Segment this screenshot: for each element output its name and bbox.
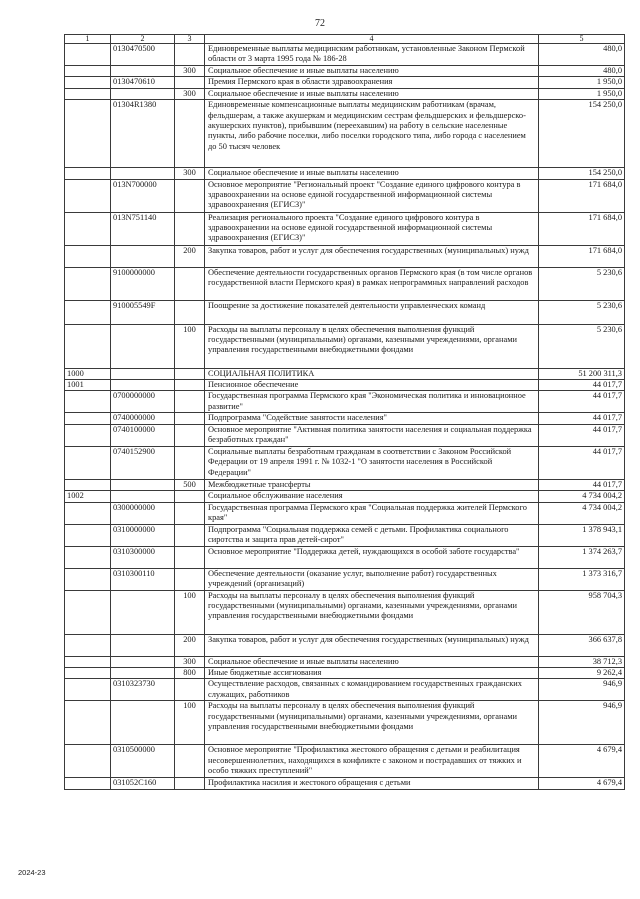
description-cell: Закупка товаров, работ и услуг для обеспечения государственных (муниципальных) нужд xyxy=(205,634,539,656)
section-code-cell xyxy=(65,479,111,490)
expense-type-cell: 500 xyxy=(175,479,205,490)
section-code-cell xyxy=(65,100,111,168)
section-code-cell xyxy=(65,391,111,413)
section-code-cell xyxy=(65,300,111,324)
target-code-cell: 0130470610 xyxy=(111,77,175,88)
expense-type-cell xyxy=(175,391,205,413)
amount-cell: 4 679,4 xyxy=(539,778,625,789)
target-code-cell xyxy=(111,368,175,379)
description-cell: Основное мероприятие "Профилактика жестокого обращения с детьми и реабилитация несовершеннолетних, находящихся в конфликте с законом и пострадавших от тяжких и особо тяжких преступлений" xyxy=(205,745,539,778)
section-code-cell xyxy=(65,212,111,245)
expense-type-cell xyxy=(175,502,205,524)
description-cell: Основное мероприятие "Поддержка детей, нуждающихся в особой заботе государства" xyxy=(205,546,539,568)
expense-type-cell xyxy=(175,546,205,568)
expense-type-cell xyxy=(175,380,205,391)
description-cell: Подпрограмма "Социальная поддержка семей с детьми. Профилактика социального сиротства и защита прав детей-сирот" xyxy=(205,524,539,546)
section-code-cell xyxy=(65,88,111,99)
description-cell: Единовременные компенсационные выплаты медицинским работникам (врачам, фельдшерам, а также акушеркам и медицинским сестрам фельдшерских и фельдшерско-акушерских пунктов), прибывшим (переехавшим) на работу в сельские населенные пункты, либо рабочие поселки, либо поселки городского типа, либо города с населением до 50 тысяч человек xyxy=(205,100,539,168)
target-code-cell xyxy=(111,168,175,179)
target-code-cell xyxy=(111,668,175,679)
table-row xyxy=(65,300,625,324)
section-code-cell xyxy=(65,668,111,679)
amount-cell: 5 230,6 xyxy=(539,267,625,300)
description-cell: Межбюджетные трансферты xyxy=(205,479,539,490)
description-cell: Расходы на выплаты персоналу в целях обеспечения выполнения функций государственными (муниципальными) органами, казенными учреждениями, органами управления государственными внебюджетными фондами xyxy=(205,701,539,745)
expense-type-cell: 300 xyxy=(175,656,205,667)
target-code-cell xyxy=(111,634,175,656)
table-row xyxy=(65,212,625,245)
amount-cell: 9 262,4 xyxy=(539,668,625,679)
amount-cell: 5 230,6 xyxy=(539,324,625,368)
table-row xyxy=(65,491,625,502)
section-code-cell xyxy=(65,267,111,300)
table-row xyxy=(65,634,625,656)
section-code-cell xyxy=(65,745,111,778)
description-cell: Основное мероприятие "Региональный проект "Создание единого цифрового контура в здравоохранении на основе единой государственной информационной системы здравоохранения (ЕГИСЗ)" xyxy=(205,179,539,212)
section-code-cell: 1001 xyxy=(65,380,111,391)
description-cell: Реализация регионального проекта "Создание единого цифрового контура в здравоохранении на основе единой государственной информационной системы здравоохранения (ЕГИСЗ)" xyxy=(205,212,539,245)
description-cell: Социальное обслуживание населения xyxy=(205,491,539,502)
section-code-cell xyxy=(65,778,111,789)
expense-type-cell xyxy=(175,100,205,168)
section-code-cell xyxy=(65,424,111,446)
section-code-cell: 1000 xyxy=(65,368,111,379)
target-code-cell: 0740152900 xyxy=(111,446,175,479)
page-number: 72 xyxy=(315,18,325,29)
section-code-cell xyxy=(65,656,111,667)
expense-type-cell xyxy=(175,267,205,300)
description-cell: Социальное обеспечение и иные выплаты населению xyxy=(205,168,539,179)
header-cell: 4 xyxy=(205,35,539,44)
description-cell: Государственная программа Пермского края "Экономическая политика и инновационное развитие" xyxy=(205,391,539,413)
description-cell: Обеспечение деятельности (оказание услуг, выполнение работ) государственных учреждений (организаций) xyxy=(205,568,539,590)
table-row xyxy=(65,324,625,368)
expense-type-cell xyxy=(175,424,205,446)
amount-cell: 1 950,0 xyxy=(539,88,625,99)
target-code-cell: 01304R1380 xyxy=(111,100,175,168)
expense-type-cell: 100 xyxy=(175,701,205,745)
description-cell: Закупка товаров, работ и услуг для обеспечения государственных (муниципальных) нужд xyxy=(205,245,539,267)
budget-table-body xyxy=(65,35,625,790)
expense-type-cell: 200 xyxy=(175,634,205,656)
section-code-cell xyxy=(65,546,111,568)
section-code-cell xyxy=(65,413,111,424)
expense-type-cell: 300 xyxy=(175,168,205,179)
expense-type-cell xyxy=(175,446,205,479)
header-cell: 1 xyxy=(65,35,111,44)
table-row xyxy=(65,44,625,66)
expense-type-cell xyxy=(175,368,205,379)
description-cell: Расходы на выплаты персоналу в целях обеспечения выполнения функций государственными (муниципальными) органами, казенными учреждениями, органами управления государственными внебюджетными фондами xyxy=(205,324,539,368)
table-row xyxy=(65,66,625,77)
section-code-cell xyxy=(65,590,111,634)
table-row xyxy=(65,368,625,379)
table-row xyxy=(65,77,625,88)
description-cell: Поощрение за достижение показателей деятельности управленческих команд xyxy=(205,300,539,324)
target-code-cell: 0310323730 xyxy=(111,679,175,701)
target-code-cell: 0310300110 xyxy=(111,568,175,590)
amount-cell: 1 950,0 xyxy=(539,77,625,88)
target-code-cell xyxy=(111,324,175,368)
amount-cell: 44 017,7 xyxy=(539,446,625,479)
table-row xyxy=(65,590,625,634)
description-cell: Основное мероприятие "Активная политика занятости населения и социальная поддержка безработных граждан" xyxy=(205,424,539,446)
target-code-cell xyxy=(111,701,175,745)
expense-type-cell: 300 xyxy=(175,88,205,99)
table-row xyxy=(65,179,625,212)
target-code-cell: 013N700000 xyxy=(111,179,175,212)
description-cell: СОЦИАЛЬНАЯ ПОЛИТИКА xyxy=(205,368,539,379)
table-row xyxy=(65,413,625,424)
amount-cell: 480,0 xyxy=(539,66,625,77)
amount-cell: 171 684,0 xyxy=(539,245,625,267)
table-row xyxy=(65,668,625,679)
expense-type-cell xyxy=(175,413,205,424)
amount-cell: 171 684,0 xyxy=(539,179,625,212)
amount-cell: 154 250,0 xyxy=(539,100,625,168)
table-row xyxy=(65,656,625,667)
amount-cell: 51 200 311,3 xyxy=(539,368,625,379)
target-code-cell: 0310000000 xyxy=(111,524,175,546)
target-code-cell xyxy=(111,88,175,99)
section-code-cell xyxy=(65,77,111,88)
amount-cell: 44 017,7 xyxy=(539,413,625,424)
amount-cell: 4 734 004,2 xyxy=(539,502,625,524)
amount-cell: 366 637,8 xyxy=(539,634,625,656)
section-code-cell xyxy=(65,701,111,745)
expense-type-cell xyxy=(175,212,205,245)
header-cell: 5 xyxy=(539,35,625,44)
section-code-cell xyxy=(65,245,111,267)
description-cell: Социальные выплаты безработным гражданам в соответствии с Законом Российской Федерации от 19 апреля 1991 г. № 1032-1 "О занятости населения в Российской Федерации" xyxy=(205,446,539,479)
table-row xyxy=(65,479,625,490)
table-row xyxy=(65,568,625,590)
amount-cell: 44 017,7 xyxy=(539,380,625,391)
section-code-cell xyxy=(65,634,111,656)
target-code-cell xyxy=(111,479,175,490)
target-code-cell: 031052С160 xyxy=(111,778,175,789)
table-row xyxy=(65,502,625,524)
target-code-cell xyxy=(111,66,175,77)
table-row xyxy=(65,88,625,99)
target-code-cell xyxy=(111,380,175,391)
amount-cell: 38 712,3 xyxy=(539,656,625,667)
section-code-cell xyxy=(65,502,111,524)
amount-cell: 154 250,0 xyxy=(539,168,625,179)
table-row xyxy=(65,701,625,745)
target-code-cell: 013N751140 xyxy=(111,212,175,245)
table-row xyxy=(65,267,625,300)
target-code-cell xyxy=(111,245,175,267)
target-code-cell xyxy=(111,656,175,667)
target-code-cell: 0310300000 xyxy=(111,546,175,568)
expense-type-cell xyxy=(175,179,205,212)
description-cell: Расходы на выплаты персоналу в целях обеспечения выполнения функций государственными (муниципальными) органами, казенными учреждениями, органами управления государственными внебюджетными фондами xyxy=(205,590,539,634)
budget-table xyxy=(64,34,625,790)
table-row xyxy=(65,679,625,701)
expense-type-cell xyxy=(175,568,205,590)
description-cell: Профилактика насилия и жестокого обращения с детьми xyxy=(205,778,539,789)
amount-cell: 1 378 943,1 xyxy=(539,524,625,546)
expense-type-cell xyxy=(175,77,205,88)
expense-type-cell xyxy=(175,44,205,66)
target-code-cell: 9100000000 xyxy=(111,267,175,300)
target-code-cell xyxy=(111,491,175,502)
section-code-cell xyxy=(65,568,111,590)
description-cell: Обеспечение деятельности государственных органов Пермского края (в том числе органов государственной власти Пермского края) в рамках непрограммных направлений расходов xyxy=(205,267,539,300)
target-code-cell: 0700000000 xyxy=(111,391,175,413)
table-row xyxy=(65,524,625,546)
description-cell: Государственная программа Пермского края "Социальная поддержка жителей Пермского края" xyxy=(205,502,539,524)
target-code-cell: 910005549F xyxy=(111,300,175,324)
header-cell: 2 xyxy=(111,35,175,44)
description-cell: Единовременные выплаты медицинским работникам, установленные Законом Пермской области от 3 марта 1995 года № 186-28 xyxy=(205,44,539,66)
expense-type-cell: 300 xyxy=(175,66,205,77)
table-row xyxy=(65,380,625,391)
table-row xyxy=(65,745,625,778)
table-row xyxy=(65,778,625,789)
amount-cell: 1 373 316,7 xyxy=(539,568,625,590)
target-code-cell xyxy=(111,590,175,634)
amount-cell: 4 734 004,2 xyxy=(539,491,625,502)
expense-type-cell xyxy=(175,300,205,324)
amount-cell: 946,9 xyxy=(539,679,625,701)
amount-cell: 1 374 263,7 xyxy=(539,546,625,568)
amount-cell: 171 684,0 xyxy=(539,212,625,245)
description-cell: Иные бюджетные ассигнования xyxy=(205,668,539,679)
section-code-cell xyxy=(65,44,111,66)
expense-type-cell xyxy=(175,745,205,778)
footer-code: 2024-23 xyxy=(18,868,46,877)
description-cell: Пенсионное обеспечение xyxy=(205,380,539,391)
target-code-cell: 0740100000 xyxy=(111,424,175,446)
section-code-cell xyxy=(65,66,111,77)
target-code-cell: 0300000000 xyxy=(111,502,175,524)
description-cell: Осуществление расходов, связанных с командированием государственных гражданских служащих, работников xyxy=(205,679,539,701)
section-code-cell: 1002 xyxy=(65,491,111,502)
table-header-row xyxy=(65,35,625,44)
table-row xyxy=(65,391,625,413)
amount-cell: 4 679,4 xyxy=(539,745,625,778)
table-row xyxy=(65,100,625,168)
amount-cell: 44 017,7 xyxy=(539,424,625,446)
table-row xyxy=(65,168,625,179)
target-code-cell: 0310500000 xyxy=(111,745,175,778)
amount-cell: 946,9 xyxy=(539,701,625,745)
target-code-cell: 0130470500 xyxy=(111,44,175,66)
section-code-cell xyxy=(65,446,111,479)
section-code-cell xyxy=(65,524,111,546)
expense-type-cell: 100 xyxy=(175,324,205,368)
expense-type-cell xyxy=(175,679,205,701)
description-cell: Социальное обеспечение и иные выплаты населению xyxy=(205,656,539,667)
section-code-cell xyxy=(65,324,111,368)
description-cell: Социальное обеспечение и иные выплаты населению xyxy=(205,88,539,99)
amount-cell: 5 230,6 xyxy=(539,300,625,324)
amount-cell: 958 704,3 xyxy=(539,590,625,634)
amount-cell: 480,0 xyxy=(539,44,625,66)
amount-cell: 44 017,7 xyxy=(539,479,625,490)
section-code-cell xyxy=(65,179,111,212)
expense-type-cell: 100 xyxy=(175,590,205,634)
expense-type-cell xyxy=(175,524,205,546)
description-cell: Подпрограмма "Содействие занятости населения" xyxy=(205,413,539,424)
table-row xyxy=(65,424,625,446)
expense-type-cell xyxy=(175,778,205,789)
table-row xyxy=(65,245,625,267)
section-code-cell xyxy=(65,679,111,701)
amount-cell: 44 017,7 xyxy=(539,391,625,413)
table-row xyxy=(65,546,625,568)
description-cell: Социальное обеспечение и иные выплаты населению xyxy=(205,66,539,77)
section-code-cell xyxy=(65,168,111,179)
header-cell: 3 xyxy=(175,35,205,44)
description-cell: Премия Пермского края в области здравоохранения xyxy=(205,77,539,88)
target-code-cell: 0740000000 xyxy=(111,413,175,424)
table-row xyxy=(65,446,625,479)
expense-type-cell: 800 xyxy=(175,668,205,679)
expense-type-cell: 200 xyxy=(175,245,205,267)
expense-type-cell xyxy=(175,491,205,502)
